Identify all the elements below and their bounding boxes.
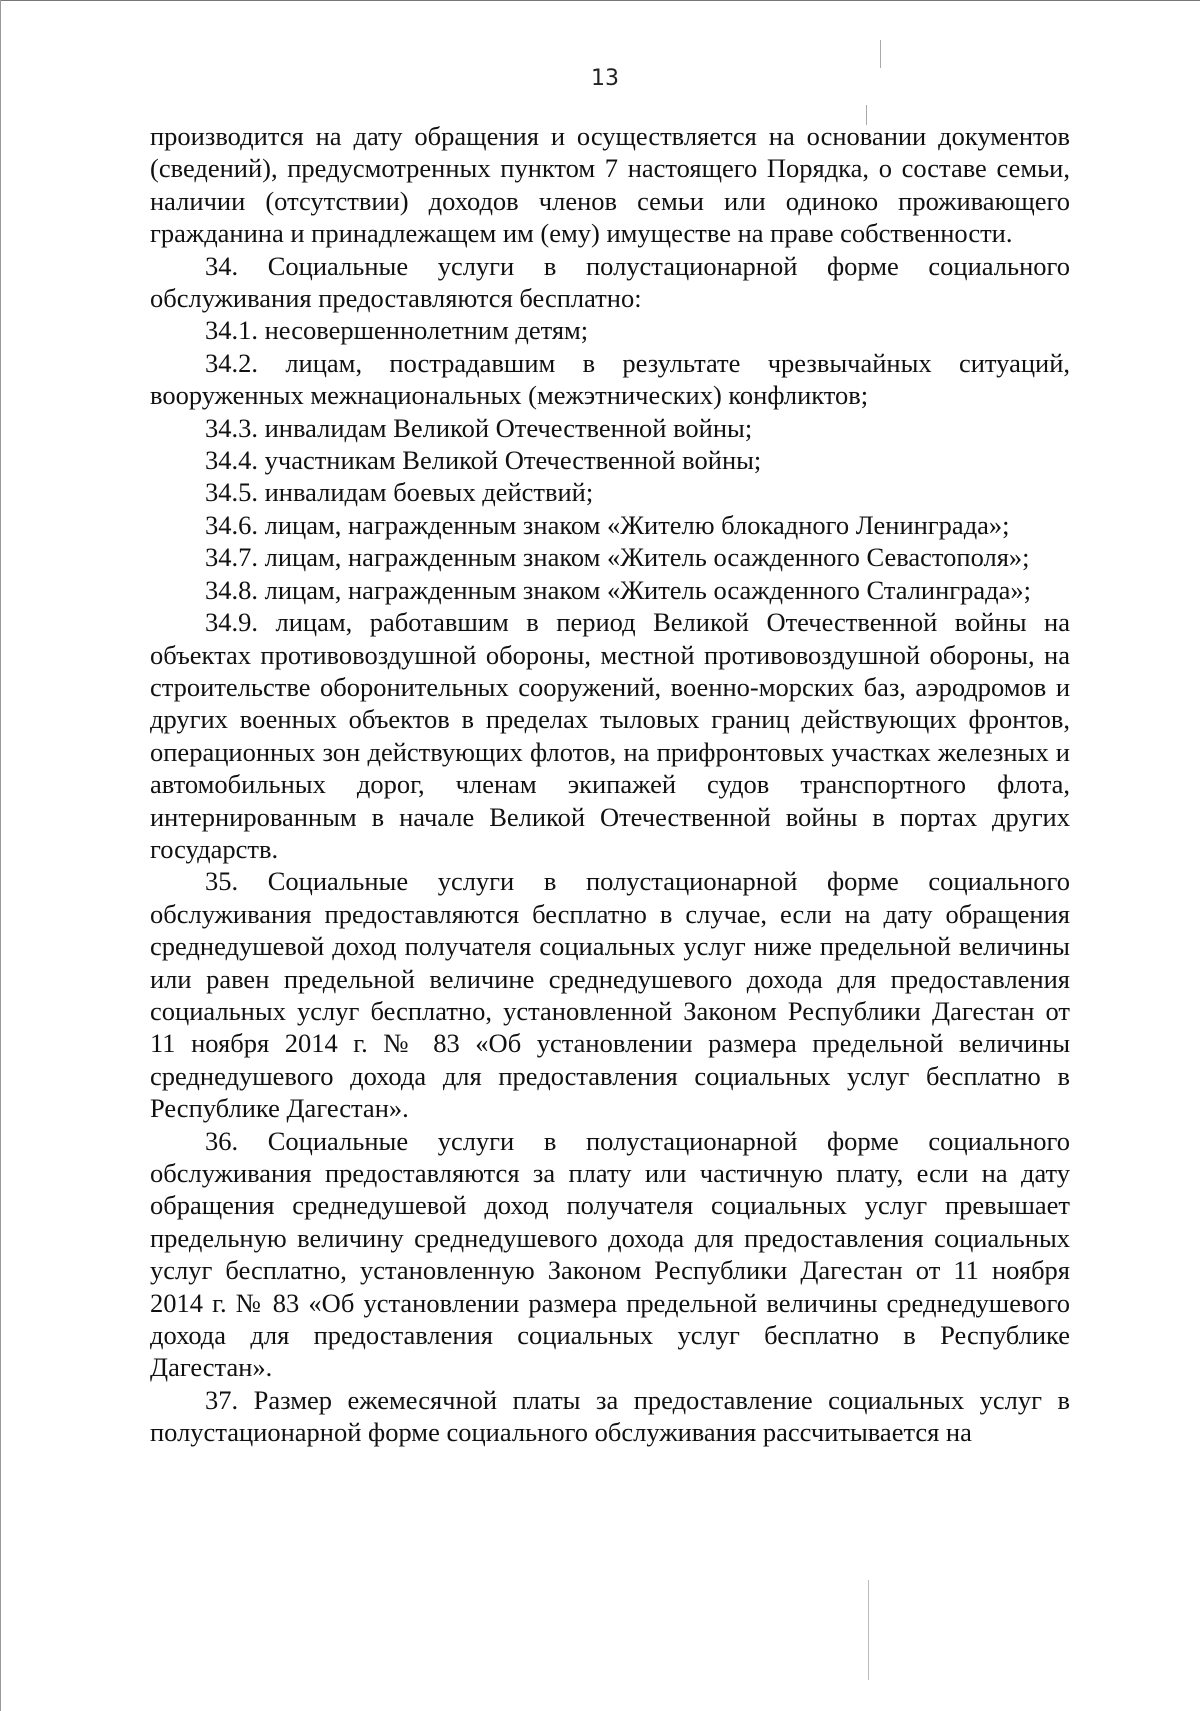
paragraph-34: 34. Социальные услуги в полустационарной форме социального обслуживания предоставляются бесплатно: xyxy=(150,250,1070,314)
paragraph-34-6: 34.6. лицам, награжденным знаком «Жителю блокадного Ленинграда»; xyxy=(205,509,1010,540)
paragraph-37: 37. Размер ежемесячной платы за предоставление социальных услуг в полустационарной форме социального обслуживания рассчитывается на xyxy=(150,1384,1070,1448)
page-number: 13 xyxy=(591,66,619,91)
paragraph-34-1: 34.1. несовершеннолетним детям; xyxy=(205,315,589,346)
paragraph-34-9: 34.9. лицам, работавшим в период Великой Отечественной войны на объектах противовоздушной обороны, местной противовоздушной обороны, на строительстве оборонительных сооружений, военно-морских баз, аэродромов и других военных объектов в пределах тыловых границ действующих фронтов, операционных зон действующих флотов, на прифронтовых участках железных и автомобильных дорог, членам экипажей судов транспортного флота, интернированным в начале Великой Отечественной войны в портах других государств. xyxy=(150,607,1070,864)
paragraph-34-8: 34.8. лицам, награжденным знаком «Житель осажденного Сталинграда»; xyxy=(205,574,1032,605)
scan-speck xyxy=(880,40,881,68)
scan-left-edge xyxy=(0,0,1,1711)
paragraph-34-7: 34.7. лицам, награжденным знаком «Житель осажденного Севастополя»; xyxy=(205,542,1030,573)
document-body xyxy=(150,120,1070,1449)
paragraph-continuation: производится на дату обращения и осуществляется на основании документов (сведений), предусмотренных пунктом 7 настоящего Порядка, о составе семьи, наличии (отсутствии) доходов членов семьи или одиноко проживающего гражданина и принадлежащем им (ему) имуществе на праве собственности. xyxy=(150,121,1070,249)
paragraph-35: 35. Социальные услуги в полустационарной форме социального обслуживания предоставляются бесплатно в случае, если на дату обращения среднедушевой доход получателя социальных услуг ниже предельной величины или равен предельной величине среднедушевого дохода для предоставления социальных услуг бесплатно, установленной Законом Республики Дагестан от 11 ноября 2014 г. № 83 «Об установлении размера предельной величины среднедушевого дохода для предоставления социальных услуг бесплатно в Республике Дагестан». xyxy=(150,866,1070,1124)
paragraph-34-4: 34.4. участникам Великой Отечественной войны; xyxy=(205,445,762,476)
paragraph-34-5: 34.5. инвалидам боевых действий; xyxy=(205,477,594,508)
scan-top-edge xyxy=(0,0,1200,1)
paragraph-34-2: 34.2. лицам, пострадавшим в результате чрезвычайных ситуаций, вооруженных межнациональных (межэтнических) конфликтов; xyxy=(150,347,1070,411)
paragraph-34-3: 34.3. инвалидам Великой Отечественной войны; xyxy=(205,412,753,443)
paragraph-36: 36. Социальные услуги в полустационарной форме социального обслуживания предоставляются за плату или частичную плату, если на дату обращения среднедушевой доход получателя социальных услуг превышает предельную величину среднедушевого дохода для предоставления социальных услуг бесплатно, установленную Законом Республики Дагестан от 11 ноября 2014 г. № 83 «Об установлении размера предельной величины среднедушевого дохода для предоставления социальных услуг бесплатно в Республике Дагестан». xyxy=(150,1125,1070,1383)
scan-speck xyxy=(868,1580,869,1680)
